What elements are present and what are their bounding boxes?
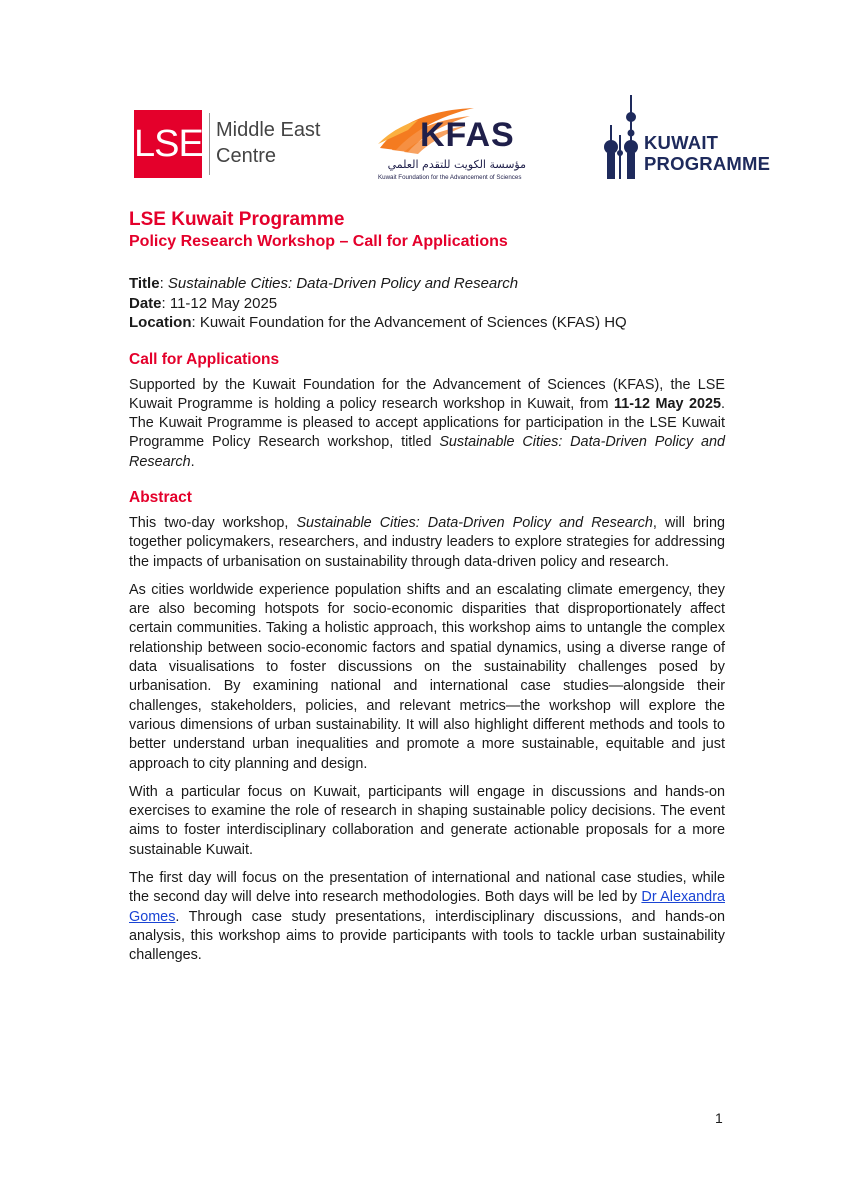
abstract-paragraph-1: This two-day workshop, Sustainable Cities: Data-Driven Policy and Research, will bring together policymakers, researchers, and industry leaders to explore strategies for addressing the impacts of urbanisation on sustainability through data-driven policy and research. — [129, 514, 726, 570]
lse-logo-line1: Middle East — [216, 119, 321, 141]
document-body — [129, 209, 725, 966]
document-subtitle: Policy Research Workshop – Call for Applications — [129, 233, 508, 250]
abstract-paragraph-4: The first day will focus on the presentation of international and national case studies, while the second day will delve into research methodologies. Both days will be led by Dr Alexandra Gomes. Through case study presentations, interdisciplinary discussions, and hands-on analysis, this workshop aims to provide participants with tools to tackle urban sustainability challenges. — [129, 870, 725, 964]
title-label: Title — [129, 275, 160, 292]
lse-logo-mark: LSE — [134, 110, 202, 178]
document-title: LSE Kuwait Programme — [129, 209, 345, 230]
kfas-arabic-name: مؤسسة الكويت للتقدم العلمي — [387, 158, 526, 171]
kp-line2: PROGRAMME — [644, 153, 771, 174]
kfas-wordmark: KFAS — [420, 116, 515, 154]
date-label: Date — [129, 294, 162, 312]
call-for-applications-heading: Call for Applications — [129, 350, 280, 368]
event-title-row: Title: Sustainable Cities: Data-Driven Policy and Research — [129, 275, 519, 292]
abstract-paragraph-2: As cities worldwide experience population shifts and an escalating climate emergency, they are also becoming hotspots for socio-economic disparities that disproportionately affect certain communities. Taking a holistic approach, this workshop aims to untangle the complex relationship between socio-economic factors and spatial dynamics, using a diverse range of data visualisations to foster discussions on the sustainability challenges posed by urbanisation. By examining national and international case studies—alongside their challenges, stakeholders, policies, and relevant metrics—the workshop will explore the various dimensions of urban sustainability. It will also highlight different methods and tools to better understand urban inequalities and promote a more sustainable, equitable and just approach to city planning and design. — [129, 581, 725, 772]
kuwait-towers-icon — [600, 95, 644, 181]
abstract-heading: Abstract — [129, 488, 192, 506]
page-number: 1 — [715, 1110, 723, 1126]
event-details — [129, 274, 725, 333]
logo-divider — [209, 113, 210, 175]
kp-line1: KUWAIT — [644, 132, 719, 153]
lse-middle-east-centre-logo — [134, 110, 334, 180]
kuwait-programme-logo — [600, 95, 771, 181]
title-value: Sustainable Cities: Data-Driven Policy and Research — [167, 275, 519, 292]
lse-logo-text — [216, 117, 321, 169]
call-paragraph: Supported by the Kuwait Foundation for the Advancement of Sciences (KFAS), the LSE Kuwait Programme is holding a policy research workshop in Kuwait, from 11-12 May 2025. The Kuwait Programme is pleased to accept applications for participation in the LSE Kuwait Programme Policy Research workshop, titled Sustainable Cities: Data-Driven Policy and Research. — [129, 376, 726, 470]
kfas-english-name: Kuwait Foundation for the Advancement of Sciences — [378, 174, 522, 181]
lse-logo-line2: Centre — [216, 145, 277, 167]
location-label: Location — [129, 314, 192, 331]
kuwait-programme-wordmark — [644, 132, 770, 174]
event-date-row: Date: 11-12 May 2025 — [129, 294, 278, 312]
location-value: Kuwait Foundation for the Advancement of Sciences (KFAS) HQ — [199, 314, 627, 331]
alexandra-gomes-link[interactable]: Dr Alexandra Gomes — [129, 889, 725, 925]
event-location-row: Location: Kuwait Foundation for the Advancement of Sciences (KFAS) HQ — [129, 314, 627, 331]
kfas-logo — [378, 104, 526, 184]
date-value: 11-12 May 2025 — [169, 294, 278, 312]
abstract-paragraph-3: With a particular focus on Kuwait, participants will engage in discussions and hands-on exercises to examine the role of research in shaping sustainable policy decisions. The event aims to foster interdisciplinary collaboration and generate actionable proposals for a more sustainable Kuwait. — [129, 783, 725, 858]
